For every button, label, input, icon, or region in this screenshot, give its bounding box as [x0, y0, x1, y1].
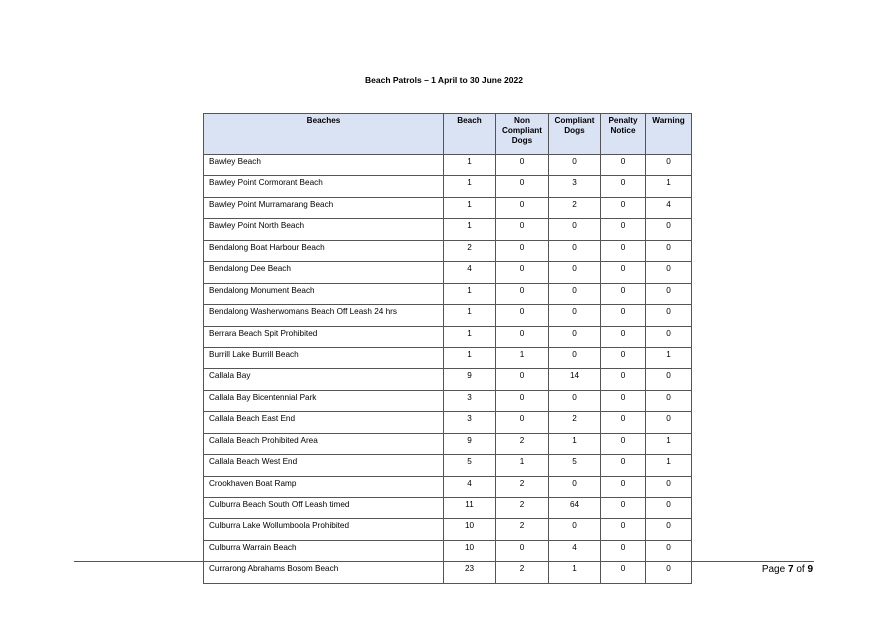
cell-compliant: 0: [549, 326, 601, 347]
header-line: Penalty: [608, 116, 638, 125]
table-row: [204, 519, 692, 540]
cell-non-compliant: 0: [496, 412, 549, 433]
cell-non-compliant: 0: [496, 305, 549, 326]
document-title: Beach Patrols – 1 April to 30 June 2022: [365, 75, 523, 85]
header-line: Non: [514, 116, 530, 125]
cell-warning: 0: [646, 240, 692, 261]
cell-penalty: 0: [601, 562, 646, 583]
cell-penalty: 0: [601, 305, 646, 326]
cell-non-compliant: 0: [496, 176, 549, 197]
table-body: [204, 155, 692, 584]
cell-non-compliant: 0: [496, 197, 549, 218]
cell-warning: 0: [646, 540, 692, 561]
cell-beach: 23: [444, 562, 496, 583]
of-label: of: [796, 564, 805, 575]
table-row: [204, 369, 692, 390]
cell-beach: 10: [444, 519, 496, 540]
cell-warning: 0: [646, 476, 692, 497]
cell-name: Culburra Lake Wollumboola Prohibited: [204, 519, 444, 540]
cell-non-compliant: 2: [496, 433, 549, 454]
table-row: [204, 326, 692, 347]
cell-compliant: 1: [549, 562, 601, 583]
cell-warning: 1: [646, 455, 692, 476]
cell-name: Culburra Beach South Off Leash timed: [204, 498, 444, 519]
cell-non-compliant: 2: [496, 498, 549, 519]
table-row: [204, 283, 692, 304]
table-row: [204, 498, 692, 519]
cell-beach: 2: [444, 240, 496, 261]
cell-name: Bendalong Boat Harbour Beach: [204, 240, 444, 261]
cell-compliant: 0: [549, 347, 601, 368]
cell-warning: 4: [646, 197, 692, 218]
cell-penalty: 0: [601, 498, 646, 519]
table-row: [204, 240, 692, 261]
cell-warning: 0: [646, 283, 692, 304]
table-row: [204, 562, 692, 583]
cell-non-compliant: 0: [496, 219, 549, 240]
table-row: [204, 176, 692, 197]
cell-beach: 1: [444, 197, 496, 218]
cell-compliant: 5: [549, 455, 601, 476]
table-row: [204, 197, 692, 218]
cell-compliant: 2: [549, 412, 601, 433]
cell-name: Berrara Beach Spit Prohibited: [204, 326, 444, 347]
page-number: [762, 564, 813, 575]
header-line: Compliant: [554, 116, 595, 125]
cell-penalty: 0: [601, 476, 646, 497]
cell-warning: 0: [646, 219, 692, 240]
header-penalty-notice: [601, 114, 646, 155]
cell-beach: 3: [444, 412, 496, 433]
cell-compliant: 0: [549, 305, 601, 326]
cell-name: Culburra Warrain Beach: [204, 540, 444, 561]
cell-name: Callala Beach Prohibited Area: [204, 433, 444, 454]
header-warning: Warning: [646, 114, 692, 155]
cell-name: Callala Bay Bicentennial Park: [204, 390, 444, 411]
cell-warning: 0: [646, 390, 692, 411]
cell-compliant: 0: [549, 390, 601, 411]
cell-penalty: 0: [601, 455, 646, 476]
cell-non-compliant: 0: [496, 326, 549, 347]
cell-compliant: 0: [549, 262, 601, 283]
cell-compliant: 3: [549, 176, 601, 197]
cell-beach: 1: [444, 305, 496, 326]
cell-penalty: 0: [601, 155, 646, 176]
cell-non-compliant: 0: [496, 369, 549, 390]
cell-beach: 4: [444, 262, 496, 283]
cell-name: Bendalong Dee Beach: [204, 262, 444, 283]
cell-compliant: 64: [549, 498, 601, 519]
cell-penalty: 0: [601, 519, 646, 540]
cell-beach: 1: [444, 326, 496, 347]
cell-beach: 1: [444, 219, 496, 240]
cell-beach: 9: [444, 369, 496, 390]
cell-warning: 0: [646, 326, 692, 347]
cell-penalty: 0: [601, 283, 646, 304]
cell-penalty: 0: [601, 433, 646, 454]
header-line: Compliant: [501, 126, 543, 135]
header-beach: Beach: [444, 114, 496, 155]
page-total: 9: [807, 564, 813, 575]
cell-warning: 1: [646, 176, 692, 197]
cell-beach: 9: [444, 433, 496, 454]
footer-divider: [74, 561, 814, 562]
header-beaches: Beaches: [204, 114, 444, 155]
header-line: Notice: [610, 126, 636, 135]
cell-beach: 1: [444, 155, 496, 176]
table-row: [204, 347, 692, 368]
cell-compliant: 0: [549, 519, 601, 540]
cell-penalty: 0: [601, 347, 646, 368]
cell-name: Bawley Point Cormorant Beach: [204, 176, 444, 197]
table-row: [204, 219, 692, 240]
cell-penalty: 0: [601, 390, 646, 411]
cell-name: Bawley Point Murramarang Beach: [204, 197, 444, 218]
cell-non-compliant: 1: [496, 347, 549, 368]
cell-non-compliant: 2: [496, 476, 549, 497]
cell-penalty: 0: [601, 219, 646, 240]
cell-compliant: 0: [549, 476, 601, 497]
table-row: [204, 540, 692, 561]
table-header-row: [204, 114, 692, 155]
cell-warning: 0: [646, 155, 692, 176]
header-non-compliant-dogs: [496, 114, 549, 155]
cell-name: Bendalong Washerwomans Beach Off Leash 24 hrs: [204, 305, 444, 326]
cell-compliant: 14: [549, 369, 601, 390]
cell-warning: 0: [646, 519, 692, 540]
cell-warning: 0: [646, 562, 692, 583]
cell-beach: 10: [444, 540, 496, 561]
table-row: [204, 433, 692, 454]
cell-penalty: 0: [601, 369, 646, 390]
table-row: [204, 155, 692, 176]
table-row: [204, 476, 692, 497]
cell-beach: 1: [444, 176, 496, 197]
cell-non-compliant: 0: [496, 240, 549, 261]
cell-non-compliant: 0: [496, 262, 549, 283]
cell-compliant: 0: [549, 240, 601, 261]
header-compliant-dogs: [549, 114, 601, 155]
cell-name: Bawley Beach: [204, 155, 444, 176]
table-row: [204, 390, 692, 411]
cell-penalty: 0: [601, 326, 646, 347]
cell-penalty: 0: [601, 197, 646, 218]
table-row: [204, 412, 692, 433]
cell-beach: 11: [444, 498, 496, 519]
table-row: [204, 455, 692, 476]
cell-warning: 0: [646, 369, 692, 390]
cell-compliant: 1: [549, 433, 601, 454]
cell-compliant: 0: [549, 283, 601, 304]
cell-warning: 1: [646, 433, 692, 454]
cell-warning: 0: [646, 262, 692, 283]
page-label: Page: [761, 564, 786, 575]
cell-beach: 5: [444, 455, 496, 476]
header-line: Dogs: [511, 136, 533, 145]
page-current: 7: [787, 564, 794, 575]
cell-beach: 1: [444, 283, 496, 304]
cell-penalty: 0: [601, 262, 646, 283]
cell-beach: 1: [444, 347, 496, 368]
cell-name: Bendalong Monument Beach: [204, 283, 444, 304]
cell-compliant: 4: [549, 540, 601, 561]
cell-penalty: 0: [601, 176, 646, 197]
cell-non-compliant: 0: [496, 390, 549, 411]
cell-penalty: 0: [601, 240, 646, 261]
cell-name: Crookhaven Boat Ramp: [204, 476, 444, 497]
cell-name: Currarong Abrahams Bosom Beach: [204, 562, 444, 583]
cell-beach: 4: [444, 476, 496, 497]
cell-compliant: 0: [549, 219, 601, 240]
cell-name: Callala Bay: [204, 369, 444, 390]
cell-non-compliant: 0: [496, 283, 549, 304]
cell-name: Callala Beach West End: [204, 455, 444, 476]
cell-warning: 1: [646, 347, 692, 368]
cell-warning: 0: [646, 412, 692, 433]
cell-penalty: 0: [601, 540, 646, 561]
cell-warning: 0: [646, 498, 692, 519]
cell-non-compliant: 2: [496, 519, 549, 540]
cell-compliant: 0: [549, 155, 601, 176]
cell-non-compliant: 0: [496, 155, 549, 176]
cell-compliant: 2: [549, 197, 601, 218]
cell-name: Bawley Point North Beach: [204, 219, 444, 240]
table-row: [204, 305, 692, 326]
cell-name: Burrill Lake Burrill Beach: [204, 347, 444, 368]
cell-non-compliant: 1: [496, 455, 549, 476]
beach-patrols-table: [203, 113, 692, 584]
cell-warning: 0: [646, 305, 692, 326]
cell-beach: 3: [444, 390, 496, 411]
cell-non-compliant: 2: [496, 562, 549, 583]
header-line: Dogs: [564, 126, 585, 135]
table-row: [204, 262, 692, 283]
cell-name: Callala Beach East End: [204, 412, 444, 433]
cell-non-compliant: 0: [496, 540, 549, 561]
cell-penalty: 0: [601, 412, 646, 433]
